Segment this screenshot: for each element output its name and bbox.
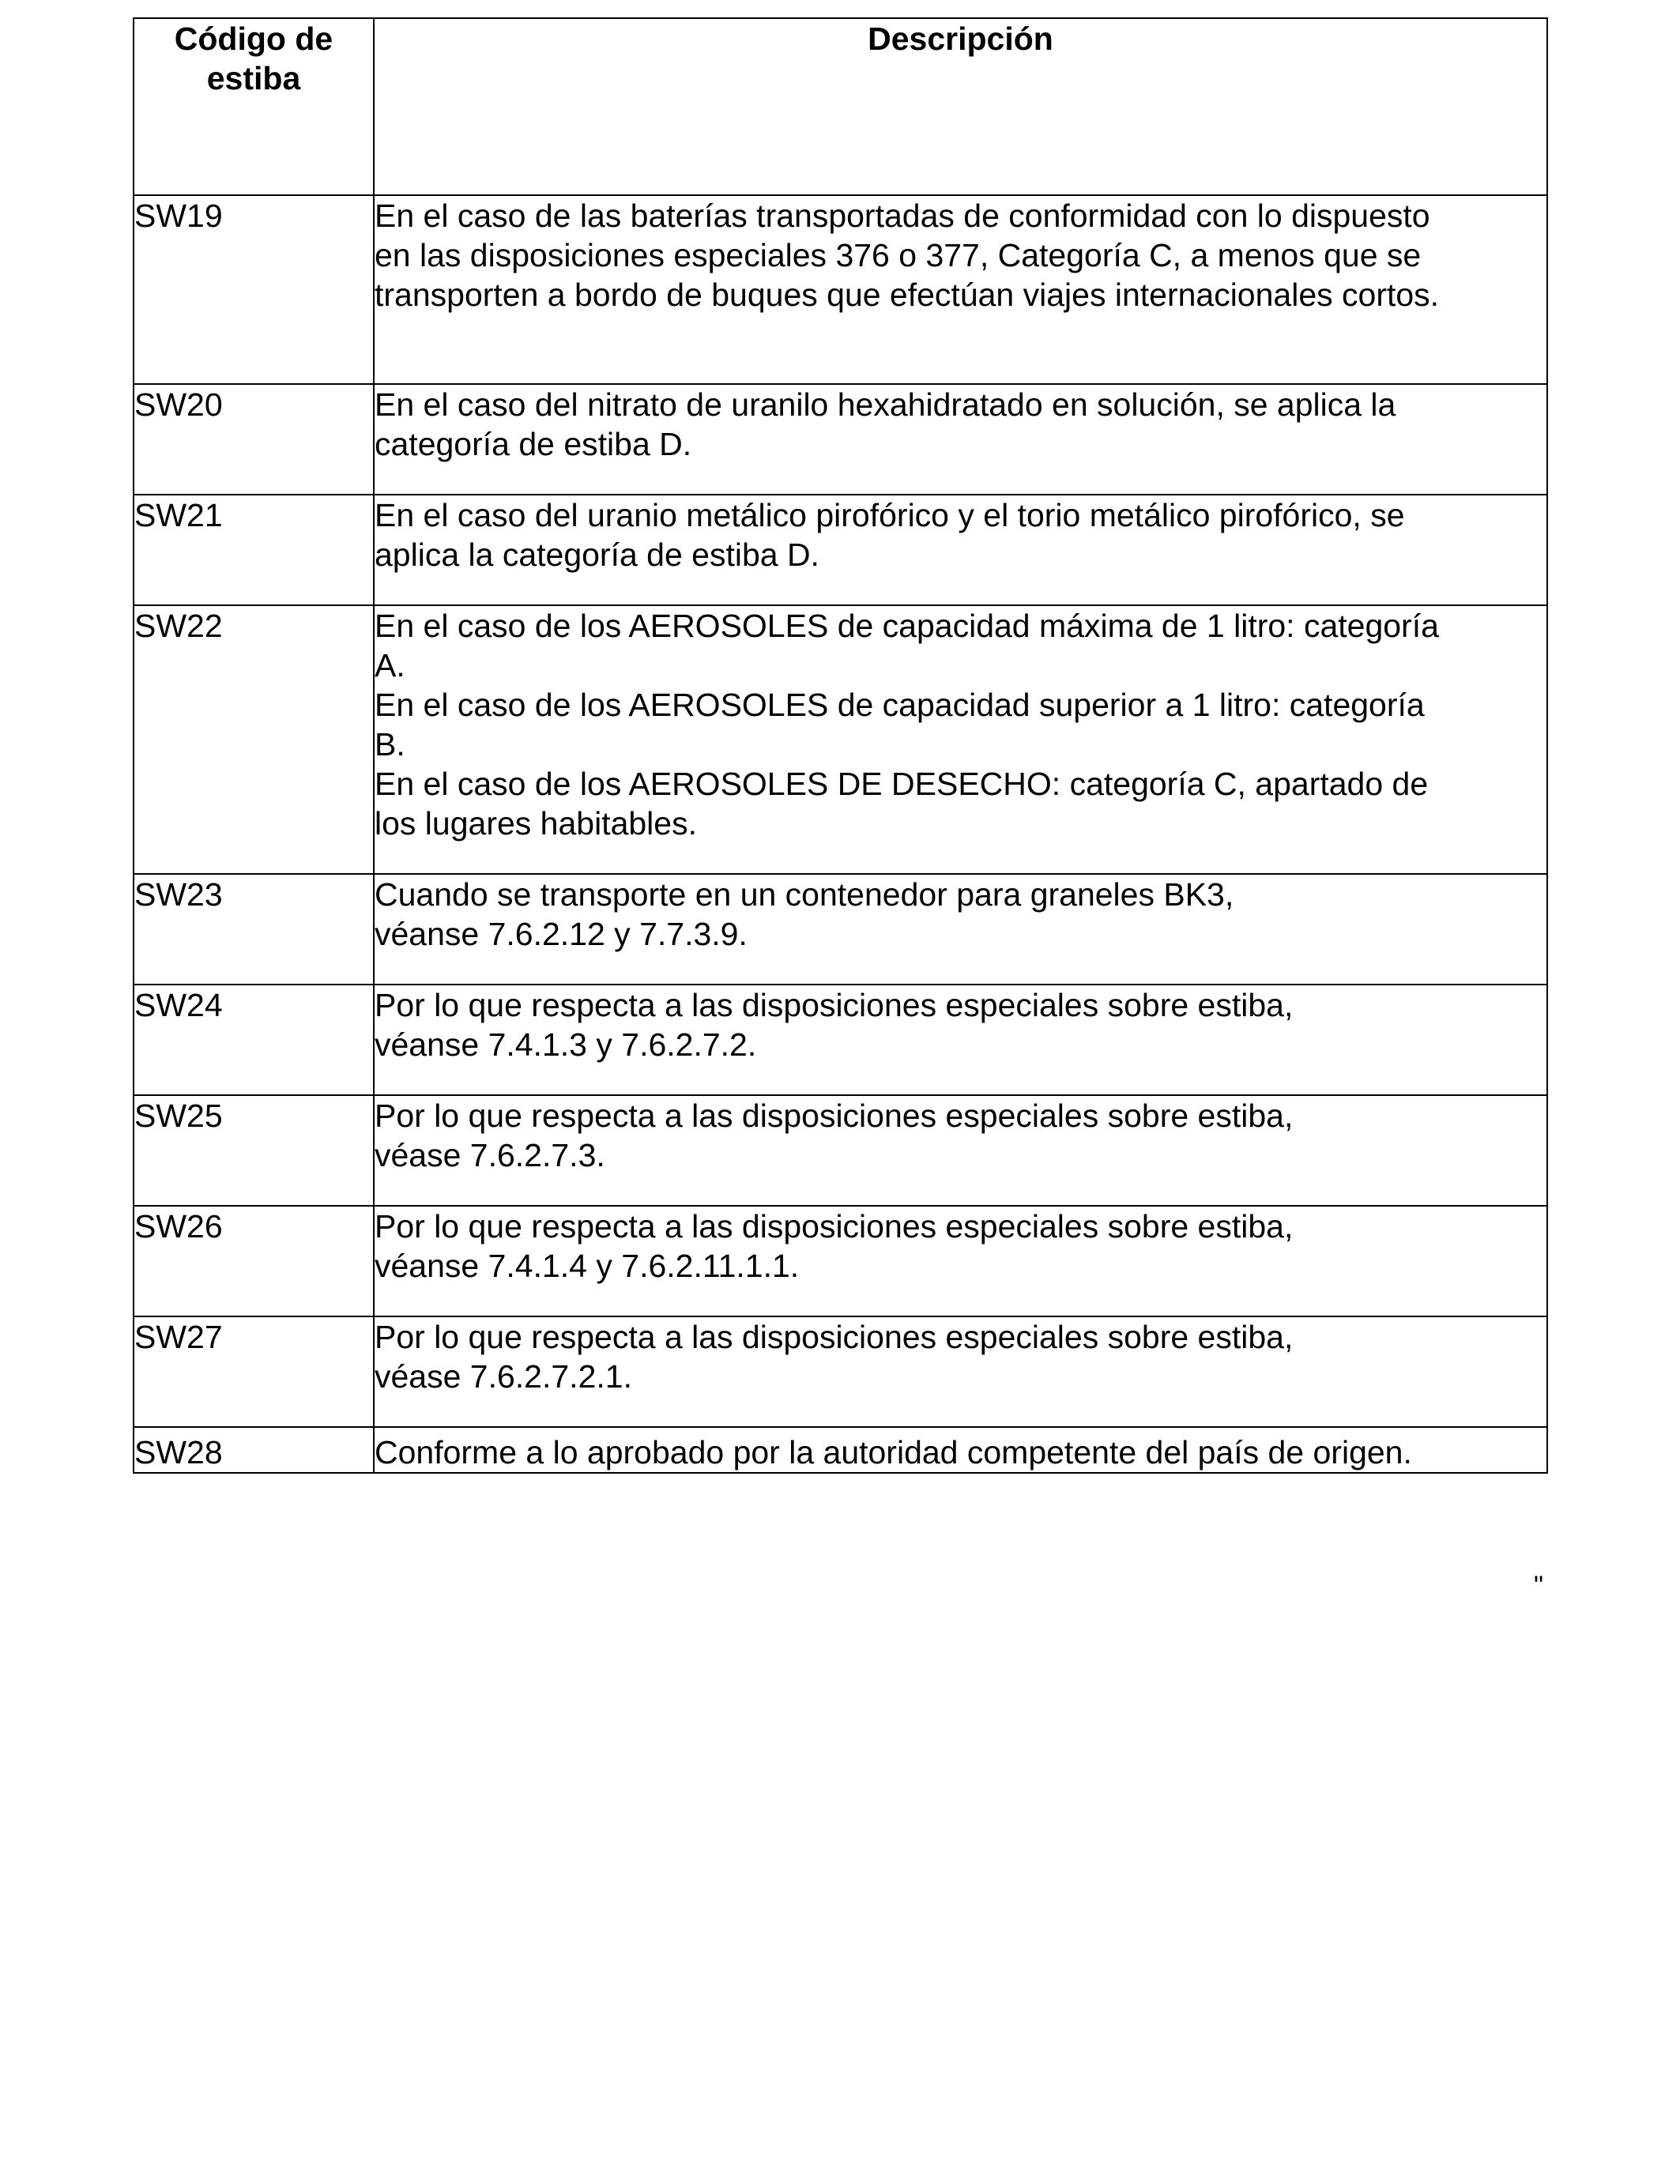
table-row	[134, 605, 1547, 874]
description-line: En el caso del uranio metálico pirofórico y el torio metálico pirofórico, se	[375, 497, 1405, 533]
description-line: aplica la categoría de estiba D.	[375, 537, 819, 573]
table-row	[134, 1427, 1547, 1473]
row-code: SW27	[134, 1316, 374, 1427]
row-description	[374, 195, 1547, 384]
row-code: SW23	[134, 874, 374, 985]
description-line: los lugares habitables.	[375, 805, 697, 842]
table-row	[134, 1206, 1547, 1316]
header-code-label: Código de estiba	[174, 21, 333, 96]
row-description	[374, 985, 1547, 1095]
description-line: Cuando se transporte en un contenedor para graneles BK3,	[375, 876, 1234, 913]
table-row	[134, 985, 1547, 1095]
description-line: B.	[375, 726, 405, 763]
row-code: SW24	[134, 985, 374, 1095]
description-line: véase 7.6.2.7.2.1.	[375, 1358, 632, 1395]
description-line: Conforme a lo aprobado por la autoridad competente del país de origen.	[375, 1434, 1412, 1470]
table-row	[134, 195, 1547, 384]
header-description: Descripción	[374, 18, 1547, 195]
row-description	[374, 1427, 1547, 1473]
description-line: En el caso de los AEROSOLES DE DESECHO: categoría C, apartado de	[375, 766, 1429, 802]
header-code	[134, 18, 374, 195]
description-line: véanse 7.6.2.12 y 7.7.3.9.	[375, 916, 748, 952]
row-code: SW28	[134, 1427, 374, 1473]
row-code: SW25	[134, 1095, 374, 1206]
table-header-row	[134, 18, 1547, 195]
description-line: Por lo que respecta a las disposiciones especiales sobre estiba,	[375, 1319, 1294, 1355]
description-line: transporten a bordo de buques que efectúan viajes internacionales cortos.	[375, 277, 1440, 313]
description-line: categoría de estiba D.	[375, 426, 692, 462]
row-code: SW21	[134, 495, 374, 605]
description-line: Por lo que respecta a las disposiciones especiales sobre estiba,	[375, 1098, 1294, 1134]
description-line: En el caso del nitrato de uranilo hexahidratado en solución, se aplica la	[375, 386, 1396, 423]
description-line: véase 7.6.2.7.3.	[375, 1137, 605, 1173]
row-code: SW20	[134, 384, 374, 495]
row-description	[374, 1316, 1547, 1427]
description-line: véanse 7.4.1.4 y 7.6.2.11.1.1.	[375, 1248, 800, 1284]
closing-quote-mark: "	[1534, 1571, 1544, 1601]
table-row	[134, 1316, 1547, 1427]
row-description	[374, 874, 1547, 985]
description-line: en las disposiciones especiales 376 o 377, Categoría C, a menos que se	[375, 237, 1422, 273]
row-description	[374, 384, 1547, 495]
row-code: SW19	[134, 195, 374, 384]
stowage-code-table	[133, 17, 1548, 1474]
table-row	[134, 1095, 1547, 1206]
row-description	[374, 605, 1547, 874]
description-line: En el caso de los AEROSOLES de capacidad superior a 1 litro: categoría	[375, 687, 1425, 723]
table-row	[134, 495, 1547, 605]
description-line: Por lo que respecta a las disposiciones especiales sobre estiba,	[375, 1208, 1294, 1245]
description-line: En el caso de las baterías transportadas de conformidad con lo dispuesto	[375, 198, 1430, 234]
description-line: A.	[375, 647, 405, 683]
row-description	[374, 1095, 1547, 1206]
description-line: Por lo que respecta a las disposiciones especiales sobre estiba,	[375, 987, 1294, 1023]
row-description	[374, 1206, 1547, 1316]
table-row	[134, 384, 1547, 495]
row-code: SW26	[134, 1206, 374, 1316]
table-row	[134, 874, 1547, 985]
row-code: SW22	[134, 605, 374, 874]
description-line: En el caso de los AEROSOLES de capacidad máxima de 1 litro: categoría	[375, 608, 1439, 644]
description-line: véanse 7.4.1.3 y 7.6.2.7.2.	[375, 1026, 757, 1063]
row-description	[374, 495, 1547, 605]
